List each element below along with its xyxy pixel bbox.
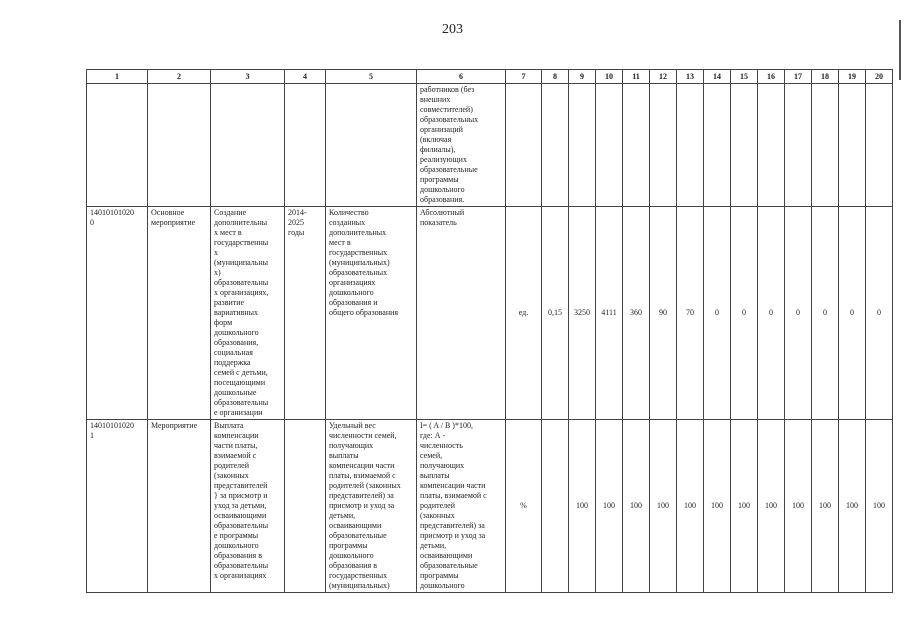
- cell-line: Мероприятие: [151, 421, 198, 430]
- cell-line: образовательны: [214, 561, 269, 570]
- table-body: [87, 70, 893, 593]
- value-cell: 100: [785, 420, 812, 593]
- period-cell: [285, 420, 326, 593]
- value-cell: 100: [812, 420, 839, 593]
- cell-line: присмотр и уход за: [420, 531, 486, 540]
- cell-line: (включая: [420, 135, 452, 144]
- cell-line: части платы,: [214, 441, 258, 450]
- value-cell: [596, 84, 623, 207]
- cell-line: 0: [90, 218, 94, 227]
- cell-line: дополнительны: [214, 218, 268, 227]
- column-header: 13: [677, 70, 704, 84]
- cell-line: образовательные: [420, 165, 478, 174]
- value-cell: 100: [866, 420, 893, 593]
- column-header: 1: [87, 70, 148, 84]
- cell-line: образовательных: [420, 115, 479, 124]
- value-cell: 0,15: [542, 207, 569, 420]
- cell-line: организациях: [329, 278, 376, 287]
- code-cell: [87, 84, 148, 207]
- cell-line: дошкольного: [329, 551, 374, 560]
- column-header: 10: [596, 70, 623, 84]
- cell-line: дополнительных: [329, 228, 387, 237]
- cell-line: семей с детьми,: [214, 368, 268, 377]
- code-cell: [87, 420, 148, 593]
- cell-line: образовательные: [420, 561, 478, 570]
- value-cell: 100: [677, 420, 704, 593]
- column-header: 9: [569, 70, 596, 84]
- value-cell: 100: [650, 420, 677, 593]
- value-cell: 100: [596, 420, 623, 593]
- cell-line: х: [214, 248, 218, 257]
- column-header: 6: [417, 70, 506, 84]
- cell-line: дошкольного: [420, 185, 465, 194]
- type-cell: [148, 207, 211, 420]
- cell-line: форм: [214, 318, 233, 327]
- column-header: 7: [506, 70, 542, 84]
- cell-line: компенсации части: [329, 461, 395, 470]
- value-cell: [677, 84, 704, 207]
- name-cell: [211, 207, 285, 420]
- cell-line: Удельный вес: [329, 421, 376, 430]
- value-cell: [812, 84, 839, 207]
- cell-line: образовательных: [329, 268, 388, 277]
- cell-line: родителей: [214, 461, 249, 470]
- period-cell: [285, 207, 326, 420]
- value-cell: 3250: [569, 207, 596, 420]
- cell-line: } за присмотр и: [214, 491, 268, 500]
- cell-line: дошкольного: [420, 581, 465, 590]
- cell-line: родителей (законных: [329, 481, 401, 490]
- indicator-cell: [326, 420, 417, 593]
- value-cell: [731, 84, 758, 207]
- value-cell: [650, 84, 677, 207]
- cell-line: х организациях: [214, 571, 267, 580]
- cell-line: взимаемой с: [214, 451, 257, 460]
- value-cell: 360: [623, 207, 650, 420]
- cell-line: реализующих: [420, 155, 467, 164]
- cell-line: программы: [420, 175, 459, 184]
- cell-line: I= ( A / B )*100,: [420, 421, 473, 430]
- cell-line: компенсации: [214, 431, 259, 440]
- cell-line: дошкольные: [214, 388, 257, 397]
- cell-line: Создание: [214, 208, 247, 217]
- indicator-cell: [326, 207, 417, 420]
- report-table: [86, 69, 893, 593]
- cell-line: (муниципальны: [214, 258, 269, 267]
- cell-line: образовательны: [214, 398, 269, 407]
- cell-line: развитие: [214, 298, 245, 307]
- cell-line: е программы: [214, 531, 259, 540]
- column-header: 14: [704, 70, 731, 84]
- cell-line: осваивающими: [329, 521, 382, 530]
- cell-line: образования в: [329, 561, 377, 570]
- cell-line: (законных: [214, 471, 249, 480]
- cell-line: выплаты: [329, 451, 359, 460]
- cell-line: мест в: [329, 238, 351, 247]
- value-cell: [866, 84, 893, 207]
- cell-line: работников (без: [420, 85, 475, 94]
- cell-line: 14010101020: [90, 208, 134, 217]
- cell-line: (законных: [420, 511, 455, 520]
- value-cell: 100: [704, 420, 731, 593]
- cell-line: посещающими: [214, 378, 266, 387]
- cell-line: детьми,: [329, 511, 356, 520]
- value-cell: 100: [731, 420, 758, 593]
- cell-line: 2014-: [288, 208, 307, 217]
- cell-line: выплаты: [420, 471, 450, 480]
- cell-line: филиалы),: [420, 145, 456, 154]
- value-cell: 90: [650, 207, 677, 420]
- page-edge-line: [899, 20, 901, 80]
- cell-line: (муниципальных): [329, 581, 390, 590]
- value-cell: [785, 84, 812, 207]
- value-cell: [839, 84, 866, 207]
- type-cell: [148, 420, 211, 593]
- unit-cell: [506, 84, 542, 207]
- cell-line: внешних: [420, 95, 451, 104]
- formula-cell: [417, 420, 506, 593]
- cell-line: родителей: [420, 501, 455, 510]
- table-row: [87, 207, 893, 420]
- cell-line: организаций: [420, 125, 463, 134]
- cell-line: Количество: [329, 208, 369, 217]
- cell-line: детьми,: [420, 541, 447, 550]
- formula-cell: [417, 207, 506, 420]
- formula-cell: [417, 84, 506, 207]
- column-header: 16: [758, 70, 785, 84]
- cell-line: образования,: [214, 338, 259, 347]
- cell-line: образовательные: [329, 531, 387, 540]
- cell-line: 1: [90, 431, 94, 440]
- cell-line: показатель: [420, 218, 457, 227]
- cell-line: дошкольного: [214, 328, 259, 337]
- cell-line: е организации: [214, 408, 263, 417]
- cell-line: Абсолютный: [420, 208, 465, 217]
- column-header: 5: [326, 70, 417, 84]
- value-cell: 100: [569, 420, 596, 593]
- cell-line: х мест в: [214, 228, 242, 237]
- unit-cell: %: [506, 420, 542, 593]
- cell-line: дошкольного: [329, 288, 374, 297]
- name-cell: [211, 84, 285, 207]
- column-header: 19: [839, 70, 866, 84]
- column-header: 18: [812, 70, 839, 84]
- type-cell: [148, 84, 211, 207]
- value-cell: 4111: [596, 207, 623, 420]
- cell-line: осваивающими: [214, 511, 267, 520]
- column-header: 11: [623, 70, 650, 84]
- value-cell: 70: [677, 207, 704, 420]
- cell-line: где: А -: [420, 431, 446, 440]
- cell-line: 14010101020: [90, 421, 134, 430]
- cell-line: х организациях,: [214, 288, 269, 297]
- cell-line: поддержка: [214, 358, 251, 367]
- value-cell: [542, 84, 569, 207]
- cell-line: программы: [420, 571, 459, 580]
- cell-line: созданных: [329, 218, 366, 227]
- column-header: 12: [650, 70, 677, 84]
- table-row: [87, 84, 893, 207]
- cell-line: получающих: [329, 441, 374, 450]
- cell-line: государственны: [214, 238, 269, 247]
- cell-line: х): [214, 268, 221, 277]
- cell-line: годы: [288, 228, 305, 237]
- cell-line: вариативных: [214, 308, 259, 317]
- value-cell: 0: [839, 207, 866, 420]
- cell-line: дошкольного: [214, 541, 259, 550]
- column-header: 2: [148, 70, 211, 84]
- value-cell: [758, 84, 785, 207]
- cell-line: мероприятие: [151, 218, 196, 227]
- cell-line: компенсации части: [420, 481, 486, 490]
- cell-line: семей,: [420, 451, 443, 460]
- column-header: 15: [731, 70, 758, 84]
- cell-line: присмотр и уход за: [329, 501, 395, 510]
- value-cell: 0: [758, 207, 785, 420]
- cell-line: осваивающими: [420, 551, 473, 560]
- cell-line: 2025: [288, 218, 304, 227]
- column-header: 17: [785, 70, 812, 84]
- value-cell: [704, 84, 731, 207]
- cell-line: совместителей): [420, 105, 473, 114]
- cell-line: (муниципальных): [329, 258, 390, 267]
- cell-line: социальная: [214, 348, 253, 357]
- table-row: [87, 420, 893, 593]
- column-header: 20: [866, 70, 893, 84]
- cell-line: образовательны: [214, 278, 269, 287]
- cell-line: платы, взимаемой с: [420, 491, 487, 500]
- cell-line: общего образования: [329, 308, 399, 317]
- page-number: 203: [442, 22, 463, 37]
- cell-line: представителей) за: [420, 521, 485, 530]
- value-cell: 100: [758, 420, 785, 593]
- value-cell: 0: [812, 207, 839, 420]
- cell-line: уход за детьми,: [214, 501, 267, 510]
- cell-line: образования.: [420, 195, 465, 204]
- indicator-cell: [326, 84, 417, 207]
- column-header: 4: [285, 70, 326, 84]
- column-header: 8: [542, 70, 569, 84]
- cell-line: программы: [329, 541, 368, 550]
- cell-line: государственных: [329, 248, 388, 257]
- value-cell: 0: [785, 207, 812, 420]
- cell-line: Основное: [151, 208, 185, 217]
- cell-line: численности семей,: [329, 431, 397, 440]
- header-row: [87, 70, 893, 84]
- value-cell: 100: [623, 420, 650, 593]
- cell-line: представителей: [214, 481, 268, 490]
- value-cell: [623, 84, 650, 207]
- code-cell: [87, 207, 148, 420]
- cell-line: получающих: [420, 461, 465, 470]
- period-cell: [285, 84, 326, 207]
- value-cell: 100: [839, 420, 866, 593]
- cell-line: представителей) за: [329, 491, 394, 500]
- cell-line: платы, взимаемой с: [329, 471, 396, 480]
- cell-line: образования и: [329, 298, 378, 307]
- unit-cell: ед.: [506, 207, 542, 420]
- value-cell: 0: [731, 207, 758, 420]
- column-header: 3: [211, 70, 285, 84]
- cell-line: численность: [420, 441, 463, 450]
- value-cell: [569, 84, 596, 207]
- cell-line: Выплата: [214, 421, 244, 430]
- value-cell: 0: [866, 207, 893, 420]
- name-cell: [211, 420, 285, 593]
- cell-line: образования в: [214, 551, 262, 560]
- value-cell: 0: [704, 207, 731, 420]
- value-cell: [542, 420, 569, 593]
- cell-line: государственных: [329, 571, 388, 580]
- cell-line: образовательны: [214, 521, 269, 530]
